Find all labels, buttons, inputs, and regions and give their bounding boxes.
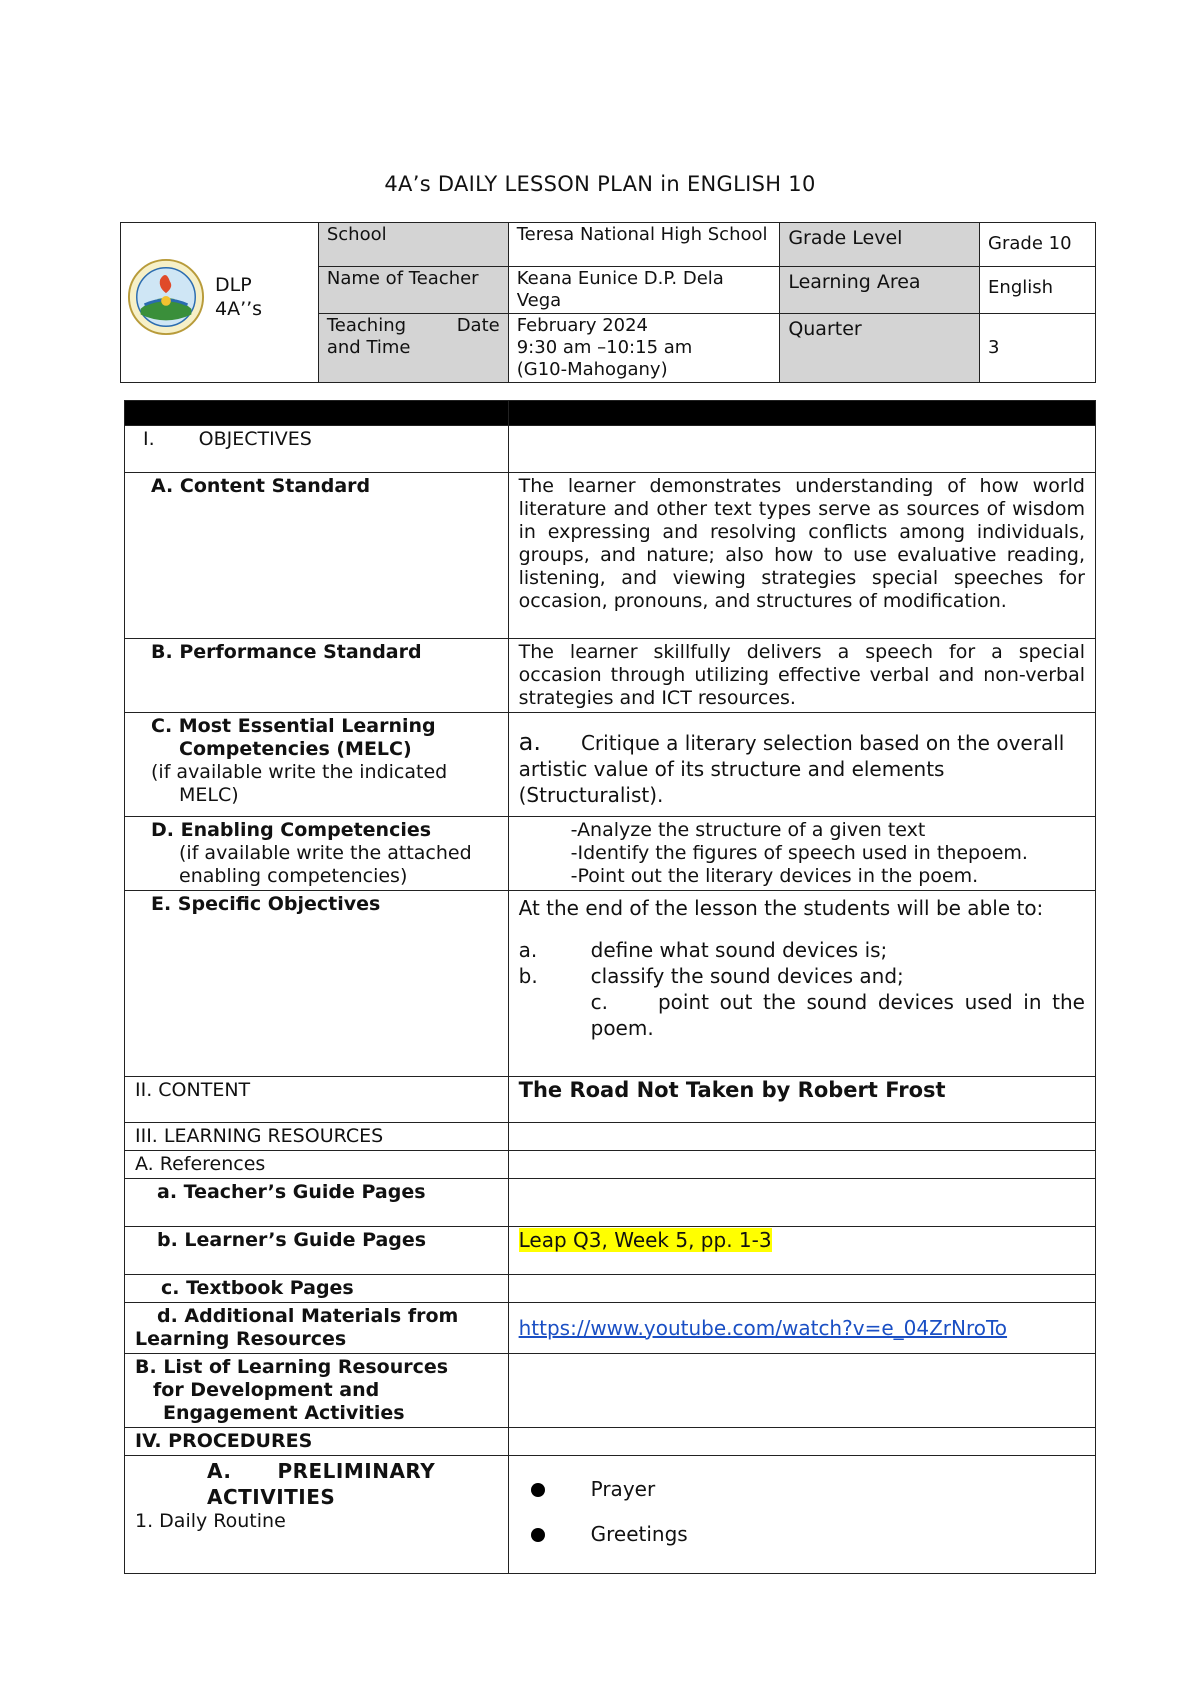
lesson-plan-table	[124, 400, 1096, 1574]
melc-text: Critique a literary selection based on the overall artistic value of its structure and elements (Structuralist).	[518, 731, 1065, 807]
quarter-label: Quarter	[780, 314, 980, 383]
learners-guide-cell	[508, 1227, 1095, 1275]
objectives-empty	[508, 426, 1095, 473]
textbook-label: c. Textbook Pages	[125, 1275, 509, 1303]
specific-item-a: a. define what sound devices is;	[518, 938, 888, 962]
teacher-value: Keana Eunice D.P. Dela Vega	[508, 267, 780, 314]
grade-level-value: Grade 10	[980, 223, 1096, 267]
content-value: The Road Not Taken by Robert Frost	[508, 1077, 1095, 1123]
performance-standard-text: The learner skillfully delivers a speech for a special occasion through utilizing effective verbal and non-verbal strategies and ICT resources.	[508, 639, 1095, 713]
dlp-label-line1: DLP	[215, 274, 252, 296]
enabling-items	[508, 817, 1095, 891]
preliminary-row	[125, 1456, 1096, 1574]
content-standard-label: A. Content Standard	[125, 473, 509, 639]
learners-guide-label: b. Learner’s Guide Pages	[125, 1227, 509, 1275]
enabling-label: D. Enabling Competencies	[151, 819, 432, 841]
procedures-row	[125, 1428, 1096, 1456]
performance-standard-label: B. Performance Standard	[125, 639, 509, 713]
date-label-word: Date	[456, 315, 500, 336]
objectives-row	[125, 426, 1096, 473]
enabling-item: -Point out the literary devices in the poem.	[570, 865, 979, 887]
header-bar	[125, 401, 1096, 426]
routine-item-prayer: Prayer	[519, 1478, 1085, 1501]
teaching-time-value	[508, 314, 780, 383]
bullet-icon	[531, 1528, 545, 1542]
teaching-time: 9:30 am –10:15 am	[516, 337, 693, 358]
enabling-label-cell	[125, 817, 509, 891]
additional-materials-cell	[508, 1303, 1095, 1354]
dlp-cell	[121, 223, 319, 383]
learning-area-label: Learning Area	[780, 267, 980, 314]
dlp-label-line2: 4A’’s	[215, 298, 263, 320]
preliminary-cell	[125, 1456, 509, 1574]
content-row	[125, 1077, 1096, 1123]
teaching-time-label	[318, 314, 508, 383]
melc-label-cell	[125, 713, 509, 817]
additional-materials-label: d. Additional Materials from Learning Resources	[125, 1303, 509, 1354]
objectives-label: OBJECTIVES	[198, 428, 312, 450]
document-title: 4A’s DAILY LESSON PLAN in ENGLISH 10	[384, 172, 816, 196]
specific-objectives-label: E. Specific Objectives	[125, 891, 509, 1077]
routine-item-greetings: Greetings	[519, 1523, 1085, 1546]
additional-materials-row	[125, 1303, 1096, 1354]
specific-objectives-cell	[508, 891, 1095, 1077]
school-label: School	[318, 223, 508, 267]
enabling-item: -Analyze the structure of a given text	[570, 819, 926, 841]
teachers-guide-label: a. Teacher’s Guide Pages	[125, 1179, 509, 1227]
content-label: II. CONTENT	[125, 1077, 509, 1123]
melc-text-cell	[508, 713, 1095, 817]
resource-list-label: B. List of Learning Resources for Development and Engagement Activities	[125, 1354, 509, 1428]
enabling-row	[125, 817, 1096, 891]
performance-standard-row	[125, 639, 1096, 713]
enabling-note: (if available write the attached enabling competencies)	[179, 842, 472, 887]
procedures-label: IV. PROCEDURES	[125, 1428, 509, 1456]
references-row	[125, 1151, 1096, 1179]
learners-guide-row	[125, 1227, 1096, 1275]
bullet-icon	[531, 1483, 545, 1497]
school-seal-icon	[127, 258, 205, 336]
and-time-label: and Time	[326, 337, 411, 358]
objectives-number: I.	[143, 428, 155, 450]
textbook-row	[125, 1275, 1096, 1303]
melc-note: (if available write the indicated MELC)	[151, 761, 448, 806]
specific-intro: At the end of the lesson the students will be able to:	[518, 896, 1044, 920]
learners-guide-value: Leap Q3, Week 5, pp. 1-3	[518, 1228, 772, 1252]
references-label: A. References	[125, 1151, 509, 1179]
content-standard-text: The learner demonstrates understanding of how world literature and other text types serve as sources of wisdom in expressing and resolving conflicts among individuals, groups, and nature; also how to use evaluative reading, listening, and viewing strategies special speeches for occasion, pronouns, and structures of modification.	[508, 473, 1095, 639]
header-table	[120, 222, 1096, 383]
youtube-link[interactable]: https://www.youtube.com/watch?v=e_04ZrNroTo	[518, 1315, 1008, 1340]
specific-item-c: c. point out the sound devices used in the poem.	[590, 990, 1085, 1040]
melc-row	[125, 713, 1096, 817]
routine-items	[508, 1456, 1095, 1574]
melc-marker: a.	[518, 728, 541, 756]
teaching-date: February 2024	[516, 315, 649, 336]
school-value: Teresa National High School	[508, 223, 780, 267]
teacher-label: Name of Teacher	[318, 267, 508, 314]
quarter-value: 3	[980, 314, 1096, 383]
learning-resources-row	[125, 1123, 1096, 1151]
enabling-item: -Identify the figures of speech used in thepoem.	[570, 842, 1028, 864]
teaching-section: (G10-Mahogany)	[516, 359, 668, 380]
learning-resources-label: III. LEARNING RESOURCES	[125, 1123, 509, 1151]
daily-routine-label: 1. Daily Routine	[135, 1510, 286, 1532]
objectives-heading	[125, 426, 509, 473]
grade-level-label: Grade Level	[780, 223, 980, 267]
melc-label: C. Most Essential Learning Competencies (MELC)	[151, 715, 436, 760]
teaching-label-word: Teaching	[326, 315, 407, 336]
resource-list-row	[125, 1354, 1096, 1428]
content-standard-row	[125, 473, 1096, 639]
learning-area-value: English	[980, 267, 1096, 314]
specific-item-b: b. classify the sound devices and;	[518, 964, 904, 988]
preliminary-heading: A. PRELIMINARY ACTIVITIES	[207, 1459, 436, 1509]
teachers-guide-row	[125, 1179, 1096, 1227]
specific-objectives-row	[125, 891, 1096, 1077]
